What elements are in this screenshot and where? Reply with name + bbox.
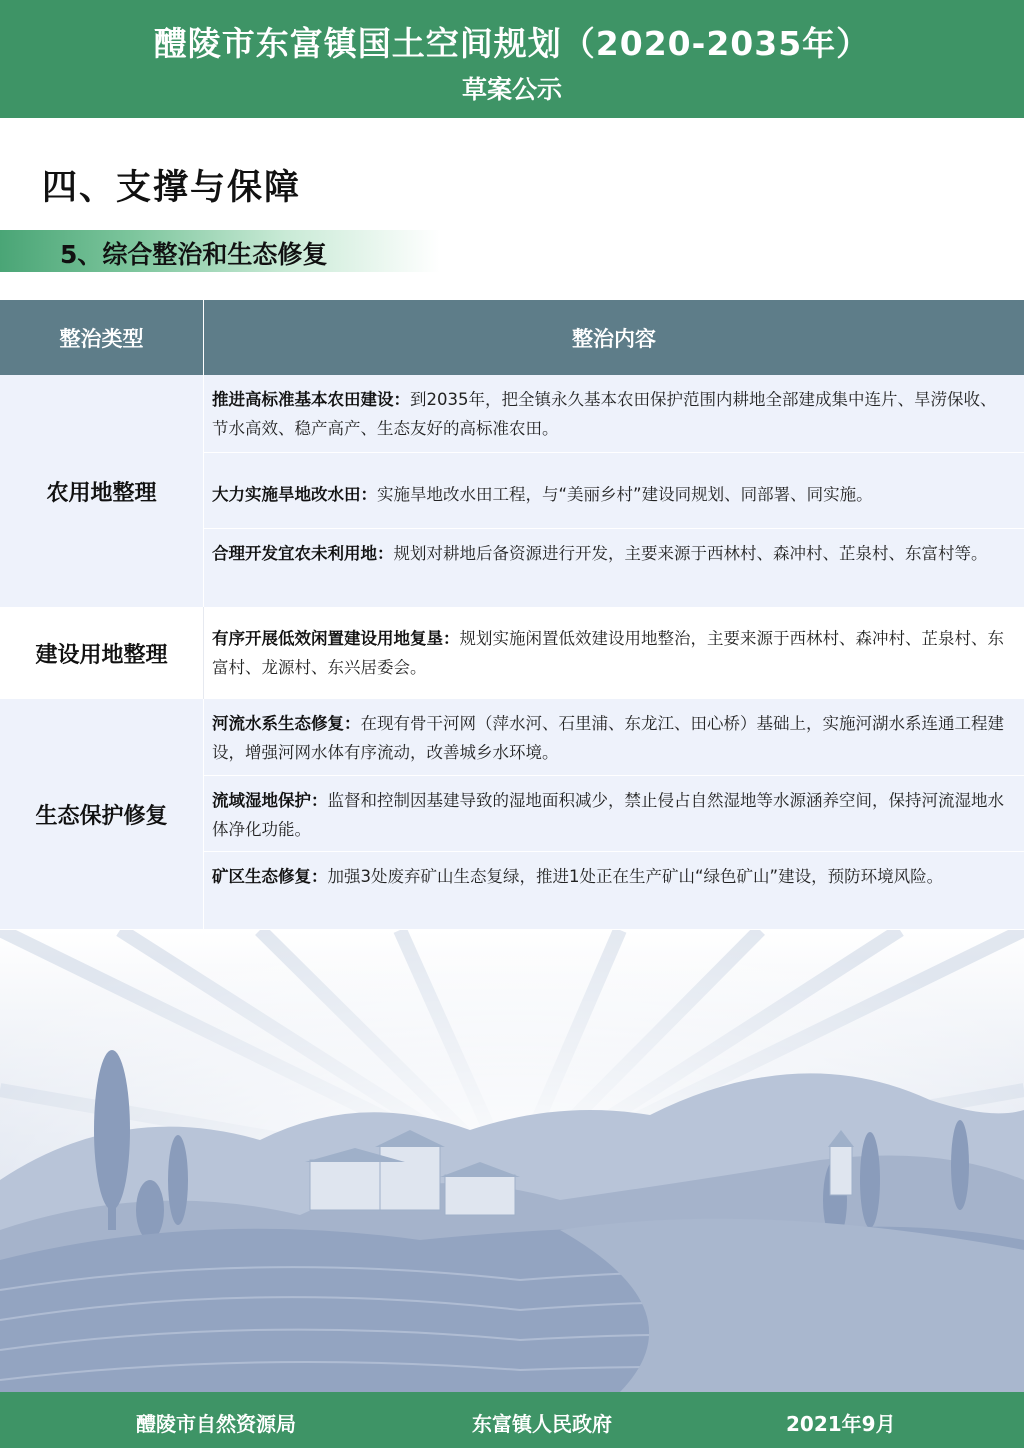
item-heading: 合理开发宜农未利用地：: [212, 544, 394, 563]
row-type-label: 农用地整理: [0, 375, 204, 607]
table-item: [204, 699, 1024, 776]
item-heading: 河流水系生态修复：: [212, 714, 361, 733]
table-item: [204, 529, 1024, 607]
header-type: 整治类型: [0, 300, 204, 375]
table-item: [204, 852, 1024, 929]
table-row-farmland: [0, 375, 1024, 607]
item-text: 在现有骨干河网（萍水河、石里浦、东龙江、田心桥）基础上，实施河湖水系连通工程建设，增强河网水体有序流动，改善城乡水环境。: [212, 714, 1004, 762]
remediation-table: [0, 300, 1024, 929]
landscape-illustration: [0, 930, 1024, 1392]
item-heading: 推进高标准基本农田建设：: [212, 390, 410, 409]
item-text: 规划对耕地后备资源进行开发，主要来源于西林村、森冲村、芷泉村、东富村等。: [393, 544, 988, 563]
subsection-title: 5、综合整治和生态修复: [60, 240, 328, 269]
page-footer: [0, 1392, 1024, 1448]
table-item: [204, 607, 1024, 699]
item-heading: 有序开展低效闲置建设用地复垦：: [212, 629, 460, 648]
item-heading: 流域湿地保护：: [212, 791, 328, 810]
row-type-label: 生态保护修复: [0, 699, 204, 929]
item-heading: 矿区生态修复：: [212, 867, 328, 886]
footer-bureau: 醴陵市自然资源局: [136, 1412, 296, 1436]
item-text: 规划实施闲置低效建设用地整治，主要来源于西林村、森冲村、芷泉村、东富村、龙源村、东兴居委会。: [212, 629, 1004, 677]
row-type-label: 建设用地整理: [0, 607, 204, 699]
page-header: [0, 0, 1024, 118]
subsection-banner: [0, 230, 440, 272]
item-text: 到2035年，把全镇永久基本农田保护范围内耕地全部建成集中连片、旱涝保收、节水高效、稳产高产、生态友好的高标准农田。: [212, 390, 997, 438]
table-item: [204, 776, 1024, 852]
item-text: 加强3处废弃矿山生态复绿，推进1处正在生产矿山“绿色矿山”建设，预防环境风险。: [327, 867, 944, 886]
table-item: [204, 453, 1024, 529]
table-item: [204, 375, 1024, 453]
section-title: 四、支撑与保障: [42, 168, 302, 208]
table-row-ecology: [0, 699, 1024, 929]
footer-date: 2021年9月: [786, 1412, 896, 1436]
item-heading: 大力实施旱地改水田：: [212, 485, 377, 504]
table-row-construction: [0, 607, 1024, 699]
document-title: 醴陵市东富镇国土空间规划（2020-2035年）: [153, 24, 871, 63]
item-text: 监督和控制因基建导致的湿地面积减少，禁止侵占自然湿地等水源涵养空间，保持河流湿地水体净化功能。: [212, 791, 1004, 839]
table-header: [0, 300, 1024, 375]
footer-government: 东富镇人民政府: [472, 1412, 612, 1436]
header-content: 整治内容: [572, 326, 656, 351]
item-text: 实施旱地改水田工程，与“美丽乡村”建设同规划、同部署、同实施。: [377, 485, 873, 504]
document-subtitle: 草案公示: [461, 75, 562, 104]
